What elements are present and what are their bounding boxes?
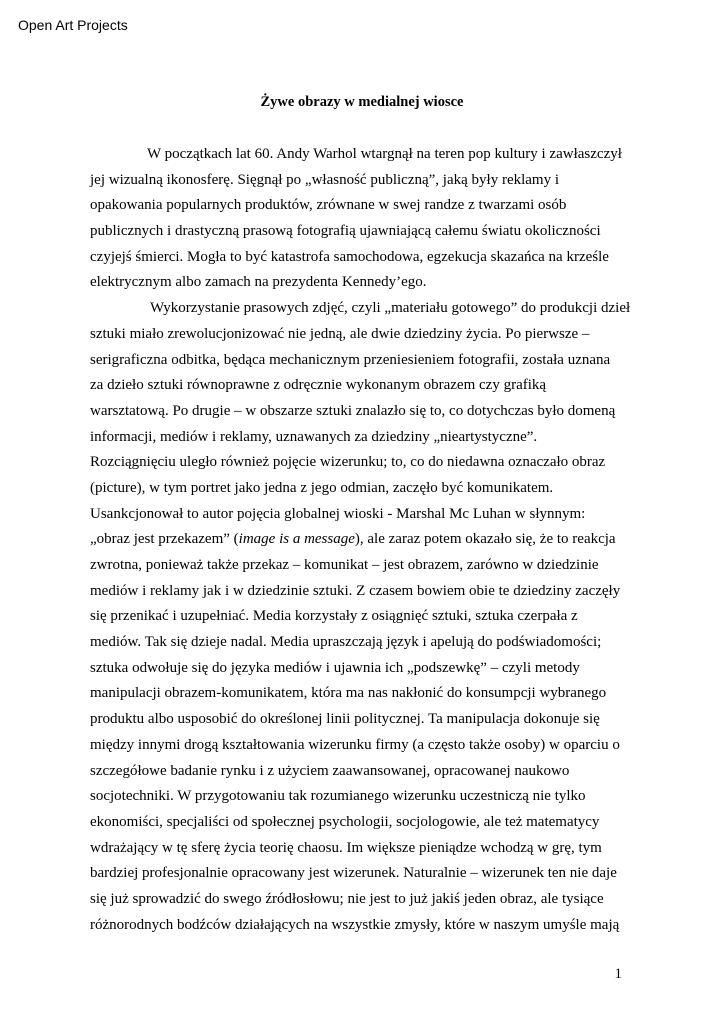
- text-segment: „obraz jest przekazem” (: [90, 531, 239, 548]
- text-line: elektrycznym albo zamach na prezydenta Kennedy’ego.: [90, 274, 427, 291]
- text-line: Rozciągnięciu uległo również pojęcie wizerunku; to, co do niedawna oznaczało obraz: [90, 454, 606, 471]
- text-line: między innymi drogą kształtowania wizerunku firmy (a często także osoby) w oparciu o: [90, 736, 620, 753]
- text-line: [90, 527, 630, 553]
- text-line: mediów. Tak się dzieje nadal. Media upraszczają język i apelują do podświadomości;: [90, 634, 602, 651]
- italic-phrase: image is a message: [238, 531, 355, 548]
- text-line: się przenikać i uzupełniać. Media korzystały z osiągnięć sztuki, sztuka czerpała z: [90, 608, 578, 625]
- document-title: Żywe obrazy w medialnej wiosce: [260, 94, 464, 110]
- text-line: sztuka odwołuje się do języka mediów i ujawnia ich „podszewkę” – czyli metody: [90, 659, 580, 676]
- text-line: opakowania popularnych produktów, zrównane w swej randze z twarzami osób: [90, 197, 567, 214]
- text-line: wdrażający w tę sferę życia teorię chaosu. Im większe pieniądze wchodzą w grę, tym: [90, 839, 602, 856]
- text-line: manipulacji obrazem-komunikatem, która ma nas nakłonić do konsumpcji wybranego: [90, 685, 607, 702]
- text-line: się już sprowadzić do swego źródłosłowu; nie jest to już jakiś jeden obraz, ale tysiące: [90, 890, 604, 907]
- text-line: sztuki miało zrewolucjonizować nie jedną, ale dwie dziedziny życia. Po pierwsze –: [90, 325, 590, 342]
- text-segment: ), ale zaraz potem okazało się, że to reakcja: [354, 531, 616, 548]
- text-line: różnorodnych bodźców działających na wszystkie zmysły, które w naszym umyśle mają: [90, 916, 620, 933]
- text-line: (picture), w tym portret jako jedna z jego odmian, zaczęło być komunikatem.: [90, 479, 554, 496]
- text-line: serigraficzna odbitka, będąca mechanicznym przeniesieniem fotografii, została uznana: [90, 351, 611, 368]
- text-line: bardziej profesjonalnie opracowany jest wizerunek. Naturalnie – wizerunek ten nie daje: [90, 865, 617, 882]
- text-line: warsztatową. Po drugie – w obszarze sztuki znalazło się to, co dotychczas było domeną: [90, 402, 616, 419]
- text-line: jej wizualną ikonosferę. Sięgnął po „własność publiczną”, jaką były reklamy i: [90, 171, 560, 188]
- text-line: publicznych i drastyczną prasową fotografią ujawniającą całemu światu okoliczności: [90, 223, 601, 240]
- text-line: zwrotna, ponieważ także przekaz – komunikat – jest obrazem, zarówno w dziedzinie: [90, 557, 599, 573]
- text-line: socjotechniki. W przygotowaniu tak rozumianego wizerunku uczestniczą nie tylko: [90, 788, 586, 805]
- text-line: Wykorzystanie prasowych zdjęć, czyli „materiału gotowego” do produkcji dzieł: [150, 300, 631, 317]
- text-line: produktu albo usposobić do określonej linii politycznej. Ta manipulacja dokonuje się: [90, 711, 600, 728]
- text-line: za dzieło sztuki równoprawne z odręcznie wykonanym obrazem czy grafiką: [90, 377, 547, 394]
- text-line: W początkach lat 60. Andy Warhol wtargnął na teren pop kultury i zawłaszczył: [147, 146, 622, 162]
- text-line: Usankcjonował to autor pojęcia globalnej wioski - Marshal Mc Luhan w słynnym:: [90, 505, 586, 522]
- text-line: mediów i reklamy jak i w dziedzinie sztuki. Z czasem bowiem obie te dziedziny zaczęły: [90, 582, 621, 599]
- text-line: czyjejś śmierci. Mogła to być katastrofa samochodowa, egzekucja skazańca na krześle: [90, 248, 609, 265]
- text-line: informacji, mediów i reklamy, uznawanych za dziedziny „nieartystyczne”.: [90, 428, 538, 445]
- page-number: 1: [614, 966, 622, 982]
- text-line: ekonomiści, specjaliści od społecznej psychologii, socjologowie, ale też matematycy: [90, 813, 600, 830]
- document-body: [90, 142, 630, 938]
- header-label: Open Art Projects: [18, 17, 128, 33]
- text-line: szczegółowe badanie rynku i z użyciem zaawansowanej, opracowanej naukowo: [90, 762, 570, 779]
